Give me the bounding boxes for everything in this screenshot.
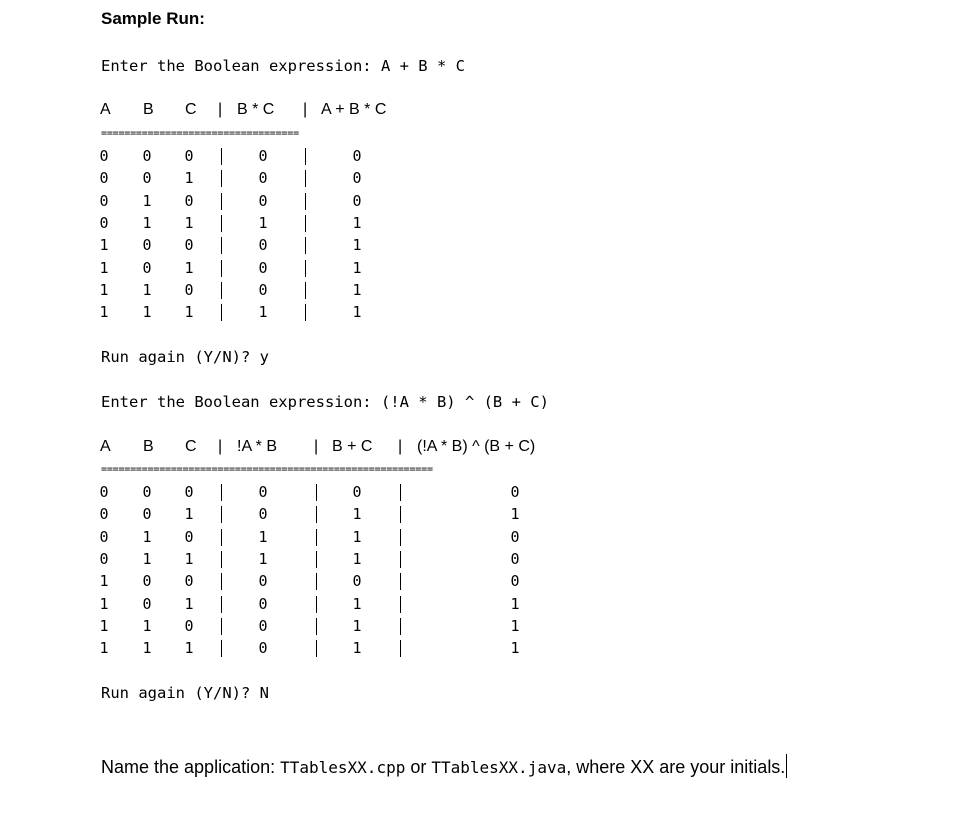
run2-cell-col1: 0 xyxy=(258,594,268,613)
run1-cell-col2: 1 xyxy=(352,303,362,322)
run1-cell-col2: 1 xyxy=(352,258,362,277)
run2-cell-c: 1 xyxy=(184,594,194,613)
run1-cell-b: 1 xyxy=(142,303,152,322)
run2-cell-b: 1 xyxy=(142,549,152,568)
run2-cell-col2: 1 xyxy=(352,616,362,635)
run2-column-separator xyxy=(400,506,401,523)
run1-cell-a: 0 xyxy=(99,147,109,165)
run2-header-col3: (!A * B) ^ (B + C) xyxy=(417,438,536,455)
run1-column-separator xyxy=(305,148,306,165)
run2-cell-col3: 0 xyxy=(510,549,520,568)
run2-cell-col2: 1 xyxy=(352,594,362,613)
run1-header-col2: A + B * C xyxy=(321,101,387,118)
run2-cell-b: 1 xyxy=(142,616,152,635)
run2-column-separator xyxy=(316,529,317,546)
run2-cell-col1: 0 xyxy=(258,505,268,524)
run1-cell-b: 1 xyxy=(142,213,152,232)
run1-header-c: C xyxy=(185,101,197,118)
run2-cell-b: 0 xyxy=(142,594,152,613)
run2-column-separator xyxy=(400,529,401,546)
run2-cell-a: 0 xyxy=(99,527,109,546)
run1-column-separator xyxy=(305,260,306,277)
run1-cell-a: 0 xyxy=(99,213,109,232)
run2-cell-col3: 1 xyxy=(510,594,520,613)
run2-column-separator xyxy=(400,551,401,568)
run2-cell-b: 1 xyxy=(142,639,152,658)
run1-cell-c: 0 xyxy=(184,236,194,255)
run1-header-a: A xyxy=(100,101,111,118)
run2-cell-c: 1 xyxy=(184,639,194,658)
run1-cell-col1: 0 xyxy=(258,169,268,188)
run1-cell-col1: 0 xyxy=(258,191,268,210)
run2-column-separator xyxy=(316,506,317,523)
run1-header-sep1: | xyxy=(218,101,223,118)
run2-header-sep3: | xyxy=(398,438,403,455)
run2-cell-col1: 0 xyxy=(258,483,268,501)
run2-cell-col3: 1 xyxy=(510,616,520,635)
run2-cell-col3: 1 xyxy=(510,639,520,658)
run1-column-separator xyxy=(221,170,222,187)
run1-again-prompt: Run again (Y/N)? y xyxy=(101,348,269,366)
run2-cell-c: 0 xyxy=(184,527,194,546)
run2-column-separator xyxy=(400,618,401,635)
run2-rule: ========================================================= xyxy=(101,464,433,475)
run2-column-separator xyxy=(316,484,317,501)
run2-cell-c: 1 xyxy=(184,505,194,524)
java-filename: TTablesXX.java xyxy=(431,758,567,777)
run2-column-separator xyxy=(221,551,222,568)
run1-cell-col2: 0 xyxy=(352,147,362,165)
run2-column-separator xyxy=(221,506,222,523)
run2-column-separator xyxy=(400,573,401,590)
run2-column-separator xyxy=(316,640,317,657)
run1-cell-b: 0 xyxy=(142,147,152,165)
run1-cell-b: 0 xyxy=(142,236,152,255)
run2-column-separator xyxy=(221,640,222,657)
run1-column-separator xyxy=(221,260,222,277)
run1-header-col1: B * C xyxy=(237,101,275,118)
run1-cell-a: 1 xyxy=(99,236,109,255)
run2-cell-b: 0 xyxy=(142,483,152,501)
run1-cell-b: 0 xyxy=(142,169,152,188)
run1-column-separator xyxy=(305,304,306,321)
run2-cell-a: 0 xyxy=(99,505,109,524)
instruction-mid: or xyxy=(405,757,432,777)
assignment-instruction xyxy=(101,754,787,778)
run1-cell-c: 0 xyxy=(184,147,194,165)
run2-cell-col2: 1 xyxy=(352,527,362,546)
run1-cell-c: 1 xyxy=(184,213,194,232)
run2-cell-c: 0 xyxy=(184,483,194,501)
run2-column-separator xyxy=(221,618,222,635)
run2-cell-b: 0 xyxy=(142,505,152,524)
run2-cell-col3: 0 xyxy=(510,527,520,546)
run1-column-separator xyxy=(305,193,306,210)
run1-cell-col1: 0 xyxy=(258,258,268,277)
run1-cell-col1: 1 xyxy=(258,213,268,232)
run2-cell-col1: 1 xyxy=(258,549,268,568)
run1-cell-c: 1 xyxy=(184,169,194,188)
sample-run-heading: Sample Run: xyxy=(101,9,205,28)
run2-cell-c: 0 xyxy=(184,572,194,591)
run1-cell-b: 1 xyxy=(142,191,152,210)
run2-cell-col3: 0 xyxy=(510,483,520,501)
run1-cell-c: 0 xyxy=(184,280,194,299)
run1-cell-col1: 0 xyxy=(258,236,268,255)
run1-cell-b: 1 xyxy=(142,280,152,299)
run2-cell-a: 1 xyxy=(99,594,109,613)
run2-column-separator xyxy=(316,618,317,635)
run1-column-separator xyxy=(305,215,306,232)
run1-column-separator xyxy=(221,193,222,210)
run1-cell-col2: 1 xyxy=(352,213,362,232)
run1-cell-col2: 1 xyxy=(352,236,362,255)
run2-column-separator xyxy=(400,640,401,657)
run2-again-prompt: Run again (Y/N)? N xyxy=(101,684,269,702)
run2-cell-col3: 1 xyxy=(510,505,520,524)
run1-cell-c: 1 xyxy=(184,303,194,322)
run2-header-col2: B + C xyxy=(332,438,373,455)
run1-cell-col2: 0 xyxy=(352,169,362,188)
run2-cell-col1: 0 xyxy=(258,572,268,591)
run2-cell-col2: 0 xyxy=(352,483,362,501)
run1-cell-a: 0 xyxy=(99,191,109,210)
run2-column-separator xyxy=(400,596,401,613)
run1-header-sep2: | xyxy=(303,101,308,118)
run1-cell-a: 1 xyxy=(99,258,109,277)
run1-cell-col1: 1 xyxy=(258,303,268,322)
instruction-suffix: , where XX are your initials. xyxy=(566,757,786,777)
run1-cell-col2: 0 xyxy=(352,191,362,210)
run1-cell-col2: 1 xyxy=(352,280,362,299)
run2-header-col1: !A * B xyxy=(237,438,278,455)
run2-cell-a: 0 xyxy=(99,483,109,501)
run2-cell-c: 0 xyxy=(184,616,194,635)
run2-header-b: B xyxy=(143,438,154,455)
text-cursor xyxy=(786,754,787,778)
run2-column-separator xyxy=(400,484,401,501)
run2-header-a: A xyxy=(100,438,111,455)
run2-column-separator xyxy=(316,596,317,613)
run2-header-sep1: | xyxy=(218,438,223,455)
run1-cell-b: 0 xyxy=(142,258,152,277)
run1-column-separator xyxy=(305,237,306,254)
run1-cell-a: 1 xyxy=(99,303,109,322)
run1-header-b: B xyxy=(143,101,154,118)
run2-header-c: C xyxy=(185,438,197,455)
run1-prompt: Enter the Boolean expression: A + B * C xyxy=(101,57,465,75)
run1-cell-a: 1 xyxy=(99,280,109,299)
run1-cell-c: 1 xyxy=(184,258,194,277)
run2-column-separator xyxy=(316,573,317,590)
run2-cell-a: 1 xyxy=(99,639,109,658)
instruction-prefix: Name the application: xyxy=(101,757,281,777)
run2-cell-col2: 0 xyxy=(352,572,362,591)
run2-cell-col3: 0 xyxy=(510,572,520,591)
run2-cell-col2: 1 xyxy=(352,549,362,568)
run2-cell-col1: 0 xyxy=(258,616,268,635)
run1-column-separator xyxy=(221,304,222,321)
run1-rule: ================================== xyxy=(101,128,299,139)
run2-column-separator xyxy=(221,596,222,613)
run2-column-separator xyxy=(221,573,222,590)
run2-cell-col1: 0 xyxy=(258,639,268,658)
run2-cell-a: 0 xyxy=(99,549,109,568)
run2-column-separator xyxy=(221,529,222,546)
run2-cell-b: 0 xyxy=(142,572,152,591)
run1-column-separator xyxy=(221,215,222,232)
run2-cell-col2: 1 xyxy=(352,639,362,658)
cpp-filename: TTablesXX.cpp xyxy=(280,758,406,777)
run1-cell-c: 0 xyxy=(184,191,194,210)
run2-cell-col2: 1 xyxy=(352,505,362,524)
run2-cell-col1: 1 xyxy=(258,527,268,546)
run1-cell-col1: 0 xyxy=(258,280,268,299)
run2-column-separator xyxy=(316,551,317,568)
run2-cell-a: 1 xyxy=(99,616,109,635)
run1-column-separator xyxy=(221,148,222,165)
run1-column-separator xyxy=(305,170,306,187)
run2-cell-a: 1 xyxy=(99,572,109,591)
run2-column-separator xyxy=(221,484,222,501)
run2-cell-b: 1 xyxy=(142,527,152,546)
run1-column-separator xyxy=(305,282,306,299)
run1-column-separator xyxy=(221,237,222,254)
run2-cell-c: 1 xyxy=(184,549,194,568)
run2-prompt: Enter the Boolean expression: (!A * B) ^ (B + C) xyxy=(101,393,549,411)
run1-cell-a: 0 xyxy=(99,169,109,188)
run1-cell-col1: 0 xyxy=(258,147,268,165)
run1-column-separator xyxy=(221,282,222,299)
run2-header-sep2: | xyxy=(314,438,319,455)
